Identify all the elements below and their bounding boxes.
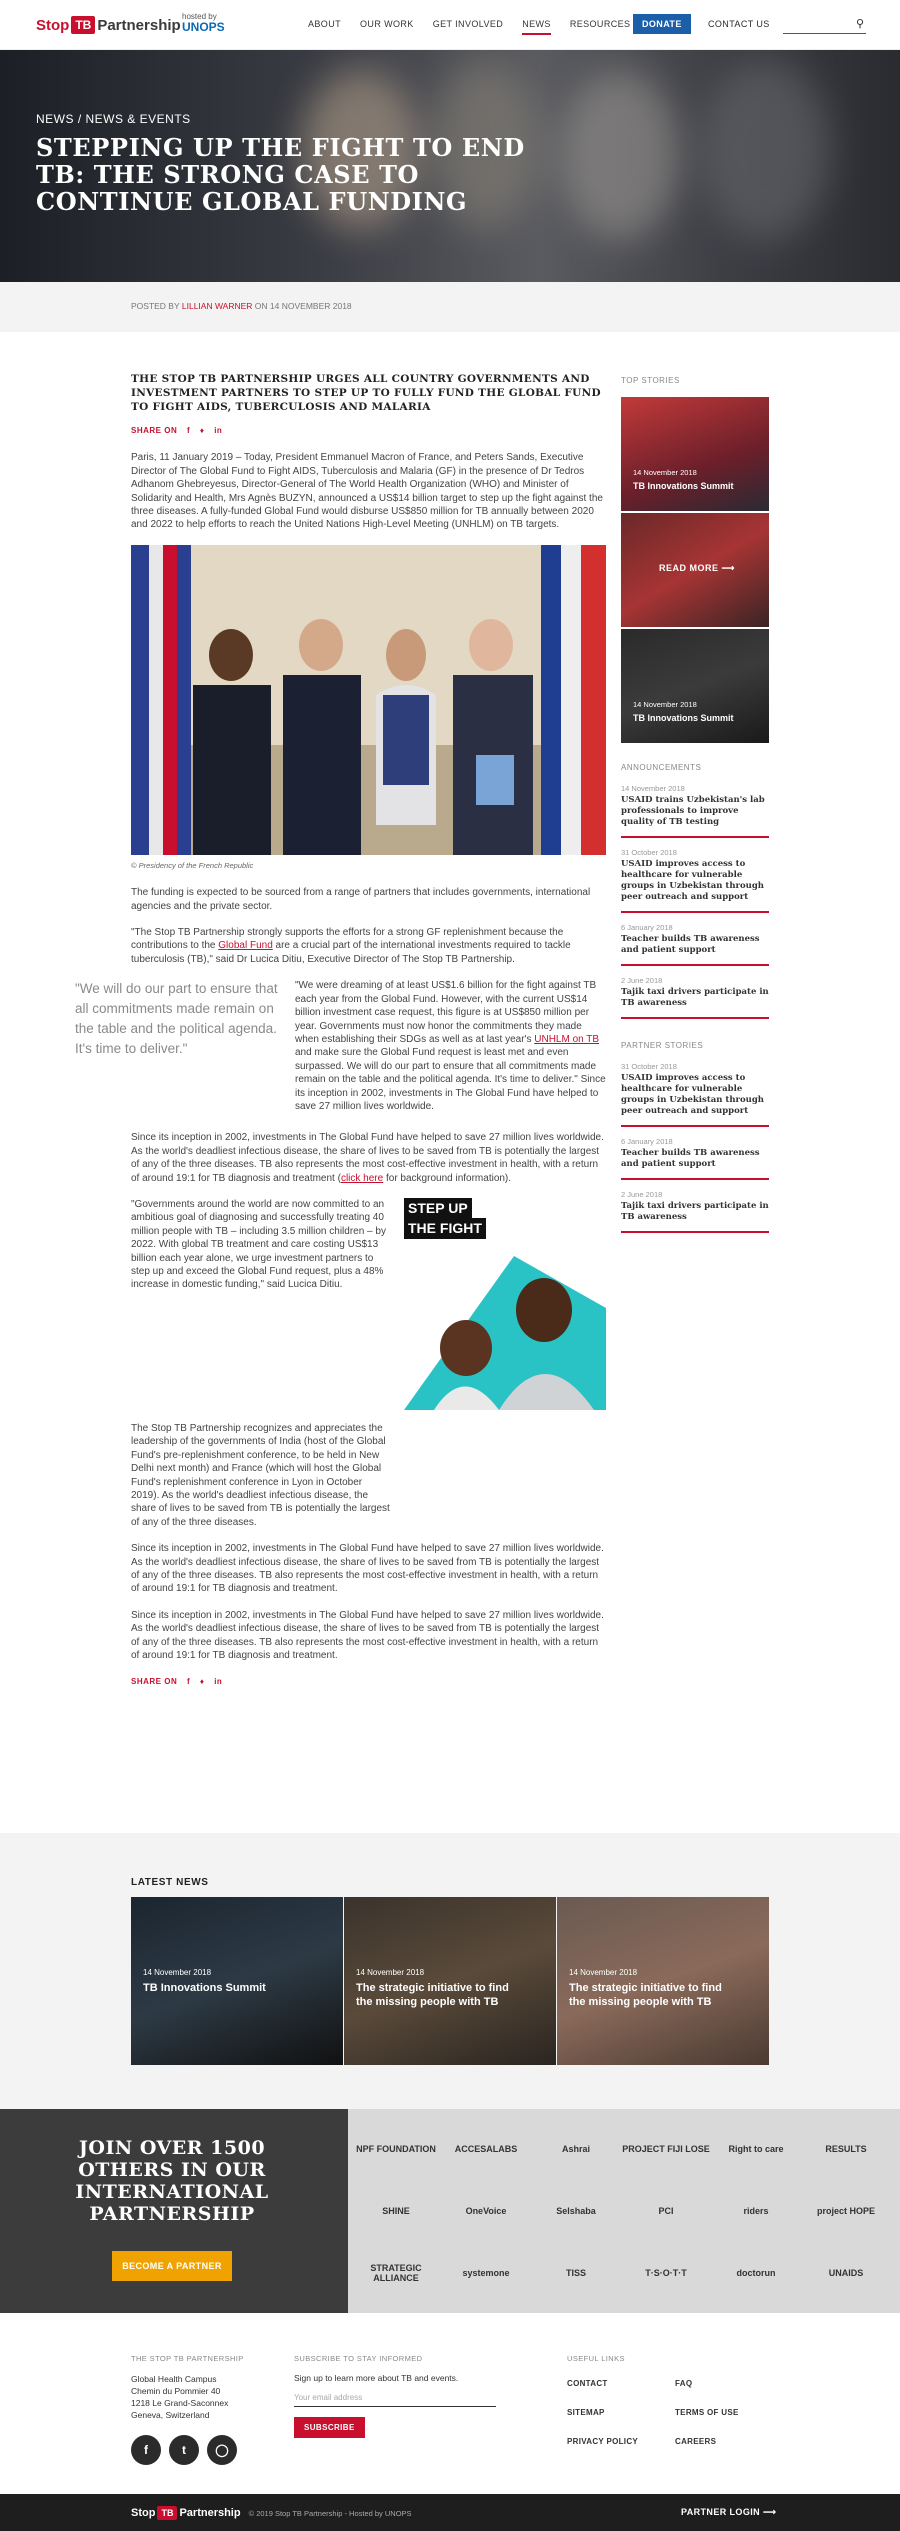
partner-logo[interactable]: NPF FOUNDATION (356, 2144, 436, 2154)
hosted-by (182, 12, 225, 32)
linkedin-icon[interactable]: in (214, 1677, 223, 1687)
announcement-item[interactable] (621, 848, 769, 913)
logo-stop: Stop (131, 2507, 156, 2519)
paragraph-text: are a crucial part of the international investments required to tackle tuberculosis (TB)," said Dr Lucica Ditiu, Executive Director of The Stop TB Partnership. (131, 940, 571, 965)
facebook-icon[interactable]: f (186, 426, 191, 435)
page-title: STEPPING UP THE FIGHT TO END TB: THE STRONG CASE TO CONTINUE GLOBAL FUNDING (36, 133, 525, 216)
partner-story-title: Tajik taxi drivers participate in TB awareness (621, 1201, 769, 1222)
nav-our-work[interactable]: OUR WORK (360, 19, 414, 29)
address-line: Chemin du Pommier 40 (131, 2386, 221, 2396)
join-panel (0, 2109, 348, 2313)
paragraph-text: The Stop TB Partnership recognizes and appreciates the leadership of the governments of India (host of the Global Fund's pre-replenishment conference, to be held in New Delhi next month) and France (which will host the Global Fund's replenishment conference in Lyon in October 2019). As the world's deadliest infectious disease, the share of lives to be saved from TB is potentially the largest of any of the three diseases. (131, 1422, 390, 1528)
address-line: Geneva, Switzerland (131, 2410, 210, 2420)
global-fund-link[interactable]: Global Fund (218, 940, 273, 952)
footer-link-sitemap[interactable]: SITEMAP (567, 2408, 605, 2417)
logo-tb: TB (157, 2506, 177, 2520)
partner-logo[interactable]: RESULTS (825, 2144, 867, 2154)
subscribe-text: Sign up to learn more about TB and events. (294, 2373, 459, 2383)
partner-logo[interactable]: SHINE (382, 2206, 410, 2216)
article-body (75, 372, 606, 1703)
partner-logo[interactable]: PCI (658, 2206, 674, 2216)
linkedin-icon[interactable]: in (214, 426, 223, 435)
paragraph (131, 926, 606, 966)
search-icon[interactable]: ⚲ (855, 18, 864, 30)
announcement-title: Tajik taxi drivers participate in TB awareness (621, 987, 769, 1008)
partner-logo[interactable]: UNAIDS (828, 2268, 864, 2278)
news-title: The strategic initiative to find the missing people with TB (569, 1982, 722, 2008)
partner-logo[interactable]: OneVoice (465, 2206, 507, 2216)
stop-tb-logo[interactable] (36, 14, 181, 36)
paragraph: Since its inception in 2002, investments in The Global Fund have helped to save 27 million lives worldwide. As the world's deadliest infectious disease, the share of lives to be saved from TB is potentially the largest of any of the three diseases. TB also represents the most cost-effective investment in health, with a return of around 19:1 for TB diagnosis and treatment. (131, 1543, 604, 1595)
top-story-card[interactable] (621, 397, 769, 511)
announcement-title: USAID trains Uzbekistan's lab professionals to improve quality of TB testing (621, 795, 765, 827)
share-bar-bottom (131, 1675, 606, 1688)
partner-login-label: PARTNER LOGIN (681, 2507, 761, 2517)
read-more-label: READ MORE (659, 563, 719, 573)
sidebar (621, 376, 769, 1243)
social-links (131, 2435, 244, 2465)
top-story-card[interactable] (621, 629, 769, 743)
share-label: SHARE ON (131, 1677, 178, 1687)
breadcrumb[interactable]: NEWS / NEWS & EVENTS (36, 112, 191, 126)
latest-news-card[interactable] (344, 1897, 556, 2065)
latest-news-heading: LATEST NEWS (131, 1877, 209, 1888)
email-field[interactable]: Your email address (294, 2393, 496, 2407)
announcement-item[interactable] (621, 976, 769, 1019)
paragraph (131, 1422, 606, 1529)
hosted-by-label: hosted by (182, 12, 217, 21)
story-date: 14 November 2018 (633, 468, 697, 477)
post-meta (0, 282, 900, 332)
share-label: SHARE ON (131, 426, 178, 435)
partner-story-date: 31 October 2018 (621, 1062, 677, 1071)
partner-story-date: 6 January 2018 (621, 1137, 673, 1146)
step-up-the-fight-graphic (404, 1198, 606, 1410)
leaders-photo (131, 545, 606, 855)
pull-quote: "We will do our part to ensure that all commitments made remain on the table and the political agenda. It's time to deliver." (75, 981, 278, 1057)
partner-stories-heading: PARTNER STORIES (621, 1041, 704, 1050)
footer-subscribe-column (294, 2354, 496, 2438)
partner-logo[interactable]: PROJECT FIJI LOSE (622, 2144, 710, 2154)
partner-logo[interactable]: systemone (462, 2268, 510, 2278)
footer-links-column (567, 2354, 797, 2460)
partner-story-item[interactable] (621, 1190, 769, 1233)
posted-by-label: POSTED BY (131, 301, 180, 311)
nav-news[interactable]: NEWS (522, 19, 551, 35)
copyright: © 2019 Stop TB Partnership - Hosted by UNOPS (248, 2508, 412, 2518)
site-footer (0, 2313, 900, 2494)
footer-link-privacy[interactable]: PRIVACY POLICY (567, 2437, 639, 2446)
footer-heading: SUBSCRIBE TO STAY INFORMED (294, 2354, 423, 2363)
logo-partnership: Partnership (97, 16, 181, 34)
story-title: TB Innovations Summit (633, 481, 734, 491)
footer-link-terms[interactable]: TERMS OF USE (675, 2408, 739, 2417)
address (131, 2373, 244, 2421)
subscribe-button[interactable]: SUBSCRIBE (294, 2417, 365, 2438)
news-date: 14 November 2018 (356, 1968, 425, 1977)
partner-logo[interactable]: T·S·O·T·T (645, 2268, 687, 2278)
paragraph-text: Since its inception in 2002, investments in The Global Fund have helped to save 27 million lives worldwide. As the world's deadliest infectious disease, the share of lives to be saved from TB is potentially the largest of any of the three diseases. TB also represents the most cost-effective investment in health, with a return of around 19:1 for TB diagnosis and treatment ( (131, 1132, 604, 1184)
read-more-link[interactable] (659, 563, 735, 574)
announcement-date: 6 January 2018 (621, 923, 673, 932)
story-date: 14 November 2018 (633, 700, 697, 709)
paragraph (131, 1131, 606, 1185)
article-lead: THE STOP TB PARTNERSHIP URGES ALL COUNTRY GOVERNMENTS AND INVESTMENT PARTNERS TO STEP UP TO FULLY FUND THE GLOBAL FUND TO FIGHT AIDS, TUBERCULOSIS AND MALARIA (131, 373, 601, 413)
stepup-line-1: STEP UP (404, 1198, 472, 1219)
bottom-bar (0, 2494, 900, 2531)
partner-logos-grid (348, 2109, 900, 2313)
top-stories-heading: TOP STORIES (621, 376, 680, 385)
latest-news-card[interactable] (131, 1897, 343, 2065)
twitter-icon[interactable]: ♦ (199, 1677, 205, 1687)
author-link[interactable]: LILLIAN WARNER (181, 301, 253, 311)
footer-address-column (131, 2354, 244, 2465)
logo-partnership: Partnership (179, 2507, 241, 2519)
twitter-icon[interactable]: ♦ (199, 426, 205, 435)
partner-logo[interactable]: Selshaba (556, 2206, 596, 2216)
partner-story-title: USAID improves access to healthcare for vulnerable groups in Uzbekistan through peer outreach and support (621, 1073, 764, 1116)
story-title: TB Innovations Summit (633, 713, 734, 723)
site-header (0, 0, 900, 50)
logo-stop: Stop (36, 16, 70, 34)
join-title: JOIN OVER 1500 OTHERS IN OUR INTERNATIONAL PARTNERSHIP (75, 2137, 269, 2225)
partner-story-item[interactable] (621, 1062, 769, 1127)
partner-story-item[interactable] (621, 1137, 769, 1180)
partner-logo[interactable]: TISS (565, 2268, 586, 2278)
announcement-title: USAID improves access to healthcare for vulnerable groups in Uzbekistan through peer outreach and support (621, 859, 764, 902)
arrow-right-icon: ⟶ (762, 2507, 777, 2517)
main-nav (308, 19, 649, 35)
article-photo (131, 545, 606, 855)
facebook-icon[interactable]: f (186, 1677, 191, 1687)
paragraph-text: and make sure the Global Fund request is least met and even surpassed. We will do our part to ensure that all commitments made remain on the table and the political agenda. It's time to deliver." Since its inception in 2002, investments in The Global Fund have helped to save 27 million lives worldwide. (295, 1047, 606, 1112)
partner-login-link[interactable] (681, 2507, 776, 2518)
paragraph (295, 979, 606, 1113)
unops-logo[interactable]: UNOPS (182, 20, 225, 34)
hero-banner (0, 50, 900, 282)
paragraph-text: "We were dreaming of at least US$1.6 billion for the fight against TB each year from the Global Fund. However, with the current US$14 billion investment case request, this figure is at US$850 million per year. Governments must now honor the commitments they made when establishing their SDGs as well as at last year's (295, 980, 597, 1045)
footer-heading: USEFUL LINKS (567, 2354, 625, 2363)
nav-get-involved[interactable]: GET INVOLVED (432, 19, 504, 29)
footer-link-contact[interactable]: CONTACT (567, 2379, 608, 2388)
latest-news-section (0, 1833, 900, 2109)
photo-caption: © Presidency of the French Republic (131, 860, 254, 870)
share-bar (131, 424, 606, 437)
announcements-heading: ANNOUNCEMENTS (621, 763, 702, 772)
footer-link-faq[interactable]: FAQ (675, 2379, 693, 2388)
partner-story-date: 2 June 2018 (621, 1190, 663, 1199)
announcement-date: 31 October 2018 (621, 848, 677, 857)
donate-button[interactable]: DONATE (633, 14, 691, 34)
paragraph-text: "The Stop TB Partnership strongly supports the efforts for a strong GF replenishment because the contributions to the (131, 927, 564, 952)
partner-logo[interactable]: ACCESALABS (454, 2144, 518, 2154)
partner-logo[interactable]: doctorun (736, 2268, 776, 2278)
news-date: 14 November 2018 (143, 1968, 212, 1977)
announcement-item[interactable] (621, 923, 769, 966)
on-label: ON (254, 301, 268, 311)
news-title: TB Innovations Summit (143, 1982, 266, 1994)
paragraph: Since its inception in 2002, investments in The Global Fund have helped to save 27 million lives worldwide. As the world's deadliest infectious disease, the share of lives to be saved from TB is potentially the largest of any of the three diseases. TB also represents the most cost-effective investment in health, with a return of around 19:1 for TB diagnosis and treatment. (131, 1609, 604, 1661)
news-title: The strategic initiative to find the missing people with TB (356, 1982, 509, 2008)
become-partner-button[interactable]: BECOME A PARTNER (112, 2251, 232, 2281)
join-partnership-section (0, 2109, 900, 2313)
facebook-icon[interactable]: f (131, 2435, 161, 2465)
bottom-brand (131, 2506, 412, 2520)
partner-logo[interactable]: STRATEGIC ALLIANCE (370, 2263, 422, 2283)
nav-resources[interactable]: RESOURCES (569, 19, 631, 29)
paragraph: Paris, 11 January 2019 – Today, President Emmanuel Macron of France, and Peters Sands, Executive Director of The Global Fund to Fight AIDS, Tuberculosis and Malaria (GF) in the presence of Dr Tedros Adhanom Ghebreyesus, Director-General of The World Health Organization (WHO) and Minister of Solidarity and Health, Mrs Agnès BUZYN, announced a US$14 billion target to step up the fight against the three diseases. A fully-funded Global Fund would disburse US$850 million for TB annually between 2020 and 2022 to help efforts to reach the United Nations High-Level Meeting (UNHLM) on TB targets. (131, 452, 603, 531)
hero-background-figure (560, 70, 680, 240)
footer-link-careers[interactable]: CAREERS (675, 2437, 717, 2446)
nav-contact-us[interactable]: CONTACT US (708, 19, 770, 29)
partner-logo[interactable]: riders (743, 2206, 769, 2216)
news-date: 14 November 2018 (569, 1968, 638, 1977)
footer-heading: THE STOP TB PARTNERSHIP (131, 2354, 244, 2363)
twitter-icon[interactable]: t (169, 2435, 199, 2465)
announcement-title: Teacher builds TB awareness and patient support (621, 934, 760, 955)
click-here-link[interactable]: click here (340, 1172, 384, 1184)
top-story-card[interactable] (621, 513, 769, 627)
partner-logo[interactable]: Right to care (728, 2144, 784, 2154)
announcement-item[interactable] (621, 784, 769, 838)
paragraph: The funding is expected to be sourced from a range of partners that includes governments, international agencies and the private sector. (131, 887, 591, 912)
stepup-line-2: THE FIGHT (404, 1218, 486, 1239)
partner-story-title: Teacher builds TB awareness and patient support (621, 1148, 760, 1169)
announcement-date: 2 June 2018 (621, 976, 663, 985)
paragraph: "Governments around the world are now committed to an ambitious goal of diagnosing and successfully treating 40 million people with TB – including 3.5 million children – by 2022. With global TB treatment and care costing US$13 billion each year alone, we urge investment partners to step up and exceed the Global Fund request, plus a 48% increase in domestic funding," said Lucica Ditiu. (131, 1198, 386, 1291)
announcement-date: 14 November 2018 (621, 784, 685, 793)
address-line: Global Health Campus (131, 2374, 217, 2384)
partner-logo[interactable]: project HOPE (816, 2206, 875, 2216)
partner-logo[interactable]: Ashrai (561, 2144, 590, 2154)
unhlm-link[interactable]: UNHLM on TB (534, 1033, 600, 1045)
latest-news-card[interactable] (557, 1897, 769, 2065)
children-illustration (404, 1198, 606, 1410)
paragraph-text: for background information). (383, 1172, 512, 1184)
search-input[interactable] (783, 16, 866, 34)
logo-tb: TB (71, 16, 95, 34)
post-date: 14 NOVEMBER 2018 (269, 301, 352, 311)
arrow-right-icon: ⟶ (721, 563, 735, 573)
nav-about[interactable]: ABOUT (308, 19, 342, 29)
hero-background-figure (700, 60, 830, 240)
instagram-icon[interactable]: ◯ (207, 2435, 237, 2465)
address-line: 1218 Le Grand-Saconnex (131, 2398, 229, 2408)
quote-section (75, 979, 606, 1112)
